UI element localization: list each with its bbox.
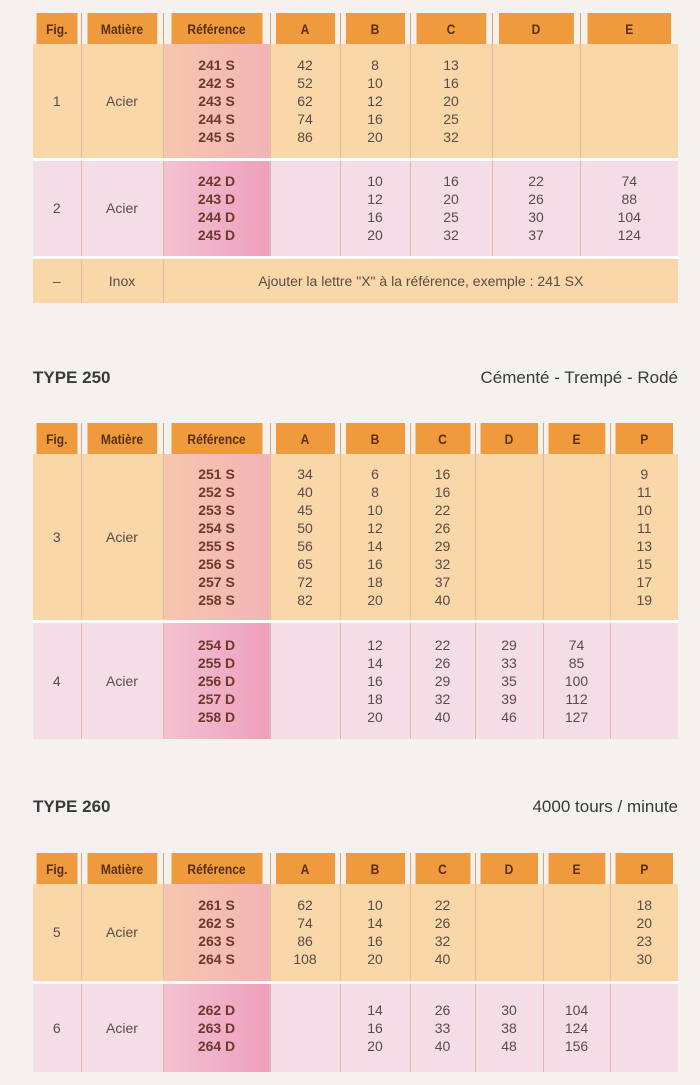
reference-value: 244 S (198, 110, 235, 127)
col-header-matiere: Matière (87, 423, 158, 454)
reference-cell (163, 884, 270, 982)
b-value: 14 (367, 1001, 383, 1018)
table-row-inox (33, 257, 678, 303)
d-cell (475, 884, 543, 982)
c-cell (410, 159, 492, 257)
d-value: 30 (501, 1001, 517, 1018)
e-value: 88 (621, 191, 638, 207)
reference-value: 255 S (198, 537, 235, 554)
a-cell (270, 44, 340, 159)
c-value: 40 (434, 951, 451, 968)
e-value: 124 (617, 227, 641, 243)
col-header-a: A (275, 13, 335, 44)
fig-cell: 1 (33, 44, 81, 159)
reference-cell (163, 621, 270, 739)
p-value: 11 (636, 483, 652, 500)
col-header-d: D (480, 423, 538, 454)
a-value: 72 (297, 573, 313, 590)
c-value: 16 (434, 483, 451, 500)
col-header-fig: Fig. (36, 423, 77, 454)
c-cell (410, 621, 475, 739)
e-cell (543, 982, 610, 1072)
section-subtitle: 4000 tours / minute (532, 797, 678, 816)
p-cell (610, 454, 678, 621)
c-value: 40 (434, 1037, 451, 1054)
c-value: 29 (434, 672, 451, 689)
reference-value: 242 D (197, 173, 236, 189)
c-value: 22 (434, 501, 451, 518)
b-cell (340, 621, 410, 739)
b-value: 10 (367, 501, 383, 518)
b-cell (340, 159, 410, 257)
e-value: 112 (565, 690, 588, 707)
a-value: 82 (297, 591, 313, 608)
col-header-b: B (345, 853, 405, 884)
fig-cell: 2 (33, 159, 81, 257)
e-cell (580, 44, 678, 159)
c-value: 25 (443, 209, 459, 225)
section-heading-type-250 (33, 368, 678, 394)
fig-cell: – (33, 257, 81, 303)
p-value: 10 (636, 501, 653, 518)
table-row-group-1 (33, 44, 678, 159)
e-value: 104 (617, 209, 641, 225)
e-value: 124 (564, 1019, 589, 1036)
b-value: 12 (367, 191, 383, 207)
b-cell (340, 454, 410, 621)
d-cell (492, 44, 580, 159)
p-value: 13 (636, 537, 653, 554)
c-value: 32 (434, 690, 451, 707)
e-value: 156 (564, 1037, 589, 1054)
col-header-c: C (415, 853, 471, 884)
reference-value: 264 D (197, 1037, 236, 1054)
col-header-reference: Référence (170, 423, 262, 454)
reference-value: 263 S (198, 933, 235, 950)
e-cell (543, 454, 610, 621)
col-header-c: C (416, 13, 487, 44)
table-type-260 (33, 853, 678, 1072)
p-value: 18 (636, 897, 653, 914)
reference-value: 256 S (198, 555, 235, 572)
reference-value: 254 S (198, 519, 235, 536)
col-header-d: D (480, 853, 538, 884)
p-value: 30 (636, 951, 653, 968)
a-value: 86 (297, 128, 313, 145)
table-row-group-3 (33, 454, 678, 621)
c-value: 26 (434, 519, 451, 536)
b-value: 10 (367, 173, 383, 189)
table-header-row (33, 853, 678, 884)
col-header-d: D (498, 13, 574, 44)
col-header-a: A (275, 853, 335, 884)
c-value: 13 (443, 56, 459, 73)
col-header-matiere: Matière (87, 13, 158, 44)
e-cell (543, 884, 610, 982)
col-header-c: C (415, 423, 471, 454)
col-header-a: A (275, 423, 335, 454)
table-row-group-2 (33, 159, 678, 257)
b-cell (340, 982, 410, 1072)
a-cell (270, 621, 340, 739)
p-value: 20 (636, 915, 653, 932)
c-value: 40 (434, 591, 451, 608)
table-type-250 (33, 423, 678, 739)
table-header-row (33, 423, 678, 454)
col-header-b: B (345, 13, 405, 44)
table-header-row (33, 13, 678, 44)
c-value: 26 (434, 915, 451, 932)
d-value: 46 (501, 708, 517, 725)
c-value: 26 (434, 1001, 451, 1018)
table-row-group-6 (33, 982, 678, 1072)
col-header-matiere: Matière (87, 853, 158, 884)
fig-cell: 5 (33, 884, 81, 982)
matiere-cell: Acier (81, 621, 163, 739)
reference-value: 257 S (198, 573, 235, 590)
b-cell (340, 884, 410, 982)
a-value: 62 (297, 897, 313, 914)
c-cell (410, 44, 492, 159)
p-value: 23 (636, 933, 653, 950)
a-value: 65 (297, 555, 313, 572)
matiere-cell: Acier (81, 884, 163, 982)
p-value: 11 (636, 519, 652, 536)
section-subtitle: Cémenté - Trempé - Rodé (480, 368, 678, 387)
c-cell (410, 454, 475, 621)
b-value: 8 (371, 56, 379, 73)
d-value: 48 (501, 1037, 517, 1054)
col-header-e: E (548, 423, 606, 454)
d-value: 30 (528, 209, 544, 225)
col-header-e: E (587, 13, 671, 44)
reference-value: 256 D (197, 672, 236, 689)
a-cell (270, 454, 340, 621)
a-cell (270, 159, 340, 257)
b-value: 12 (367, 92, 383, 109)
col-header-reference: Référence (170, 13, 262, 44)
b-value: 14 (367, 537, 383, 554)
b-value: 16 (367, 672, 383, 689)
b-value: 18 (367, 690, 383, 707)
reference-cell (163, 44, 270, 159)
d-cell (475, 982, 543, 1072)
reference-value: 262 D (197, 1001, 236, 1018)
a-value: 108 (293, 951, 317, 968)
c-value: 20 (443, 92, 459, 109)
reference-cell (163, 982, 270, 1072)
fig-cell: 3 (33, 454, 81, 621)
reference-value: 255 D (197, 654, 236, 671)
p-cell (610, 982, 678, 1072)
a-value: 42 (297, 56, 313, 73)
col-header-fig: Fig. (36, 853, 77, 884)
b-value: 20 (367, 591, 383, 608)
a-value: 74 (297, 110, 313, 127)
b-value: 14 (367, 654, 383, 671)
a-value: 34 (297, 465, 313, 482)
d-value: 38 (501, 1019, 517, 1036)
p-value: 17 (636, 573, 653, 590)
col-header-reference: Référence (170, 853, 262, 884)
b-value: 16 (367, 1019, 383, 1036)
a-value: 50 (297, 519, 313, 536)
reference-value: 242 S (198, 74, 235, 91)
reference-value: 263 D (197, 1019, 236, 1036)
d-value: 26 (528, 191, 544, 207)
a-value: 56 (297, 537, 313, 554)
e-cell (543, 621, 610, 739)
table-row-group-4 (33, 621, 678, 739)
p-value: 15 (636, 555, 653, 572)
b-value: 12 (367, 519, 383, 536)
b-value: 6 (371, 465, 379, 482)
a-value: 52 (297, 74, 313, 91)
matiere-cell: Acier (81, 159, 163, 257)
reference-value: 258 D (197, 708, 236, 725)
c-value: 16 (443, 74, 459, 91)
c-value: 29 (434, 537, 451, 554)
a-value: 86 (297, 933, 313, 950)
reference-value: 253 S (198, 501, 235, 518)
table-type-240 (33, 13, 678, 303)
reference-value: 252 S (198, 483, 235, 500)
fig-cell: 6 (33, 982, 81, 1072)
col-header-b: B (345, 423, 405, 454)
reference-value: 245 S (198, 128, 235, 145)
d-value: 29 (501, 636, 517, 653)
e-value: 85 (568, 654, 585, 671)
d-cell (475, 621, 543, 739)
reference-cell (163, 454, 270, 621)
d-value: 22 (528, 173, 544, 189)
b-cell (340, 44, 410, 159)
p-value: 19 (636, 591, 653, 608)
d-cell (492, 159, 580, 257)
e-value: 74 (621, 173, 638, 189)
a-cell (270, 884, 340, 982)
col-header-p: P (615, 853, 673, 884)
c-value: 16 (434, 465, 451, 482)
reference-value: 241 S (198, 56, 235, 73)
c-value: 20 (443, 191, 459, 207)
section-title: TYPE 260 (33, 797, 111, 816)
c-cell (410, 884, 475, 982)
reference-value: 243 D (197, 191, 236, 207)
table-row-group-5 (33, 884, 678, 982)
p-value: 9 (640, 465, 649, 482)
reference-value: 257 D (197, 690, 236, 707)
reference-value: 264 S (198, 951, 235, 968)
a-value: 74 (297, 915, 313, 932)
c-value: 22 (434, 636, 451, 653)
c-value: 32 (443, 128, 459, 145)
b-value: 20 (367, 128, 383, 145)
c-cell (410, 982, 475, 1072)
reference-value: 245 D (197, 227, 236, 243)
c-value: 26 (434, 654, 451, 671)
b-value: 20 (367, 708, 383, 725)
e-value: 100 (564, 672, 589, 689)
col-header-e: E (548, 853, 606, 884)
reference-value: 244 D (197, 209, 236, 225)
matiere-cell: Acier (81, 44, 163, 159)
b-value: 8 (371, 483, 379, 500)
d-cell (475, 454, 543, 621)
p-cell (610, 884, 678, 982)
b-value: 18 (367, 573, 383, 590)
d-value: 33 (501, 654, 517, 671)
reference-value: 262 S (198, 915, 235, 932)
d-value: 35 (501, 672, 517, 689)
matiere-cell: Acier (81, 982, 163, 1072)
inox-note: Ajouter la lettre "X" à la référence, exemple : 241 SX (163, 257, 678, 303)
reference-value: 254 D (197, 636, 236, 653)
c-value: 25 (443, 110, 459, 127)
b-value: 16 (367, 209, 383, 225)
fig-cell: 4 (33, 621, 81, 739)
matiere-cell: Inox (81, 257, 163, 303)
col-header-p: P (615, 423, 673, 454)
e-cell (580, 159, 678, 257)
section-heading-type-260 (33, 797, 678, 823)
c-value: 33 (434, 1019, 451, 1036)
b-value: 20 (367, 951, 383, 968)
e-value: 127 (564, 708, 589, 725)
reference-cell (163, 159, 270, 257)
b-value: 16 (367, 555, 383, 572)
matiere-cell: Acier (81, 454, 163, 621)
p-cell (610, 621, 678, 739)
b-value: 10 (367, 897, 383, 914)
c-value: 16 (443, 173, 459, 189)
b-value: 10 (367, 74, 383, 91)
reference-value: 243 S (198, 92, 235, 109)
b-value: 16 (367, 933, 383, 950)
a-value: 62 (297, 92, 313, 109)
reference-value: 258 S (198, 591, 235, 608)
c-value: 40 (434, 708, 451, 725)
c-value: 37 (434, 573, 451, 590)
b-value: 14 (367, 915, 383, 932)
d-value: 39 (501, 690, 517, 707)
e-value: 74 (568, 636, 585, 653)
reference-value: 261 S (198, 897, 235, 914)
a-value: 45 (297, 501, 313, 518)
c-value: 32 (434, 555, 451, 572)
col-header-fig: Fig. (36, 13, 77, 44)
e-value: 104 (564, 1001, 589, 1018)
d-value: 37 (528, 227, 544, 243)
b-value: 20 (367, 1037, 383, 1054)
b-value: 12 (367, 636, 383, 653)
c-value: 32 (443, 227, 459, 243)
reference-value: 251 S (198, 465, 235, 482)
b-value: 20 (367, 227, 383, 243)
c-value: 22 (434, 897, 451, 914)
b-value: 16 (367, 110, 383, 127)
a-value: 40 (297, 483, 313, 500)
section-title: TYPE 250 (33, 368, 111, 387)
a-cell (270, 982, 340, 1072)
c-value: 32 (434, 933, 451, 950)
